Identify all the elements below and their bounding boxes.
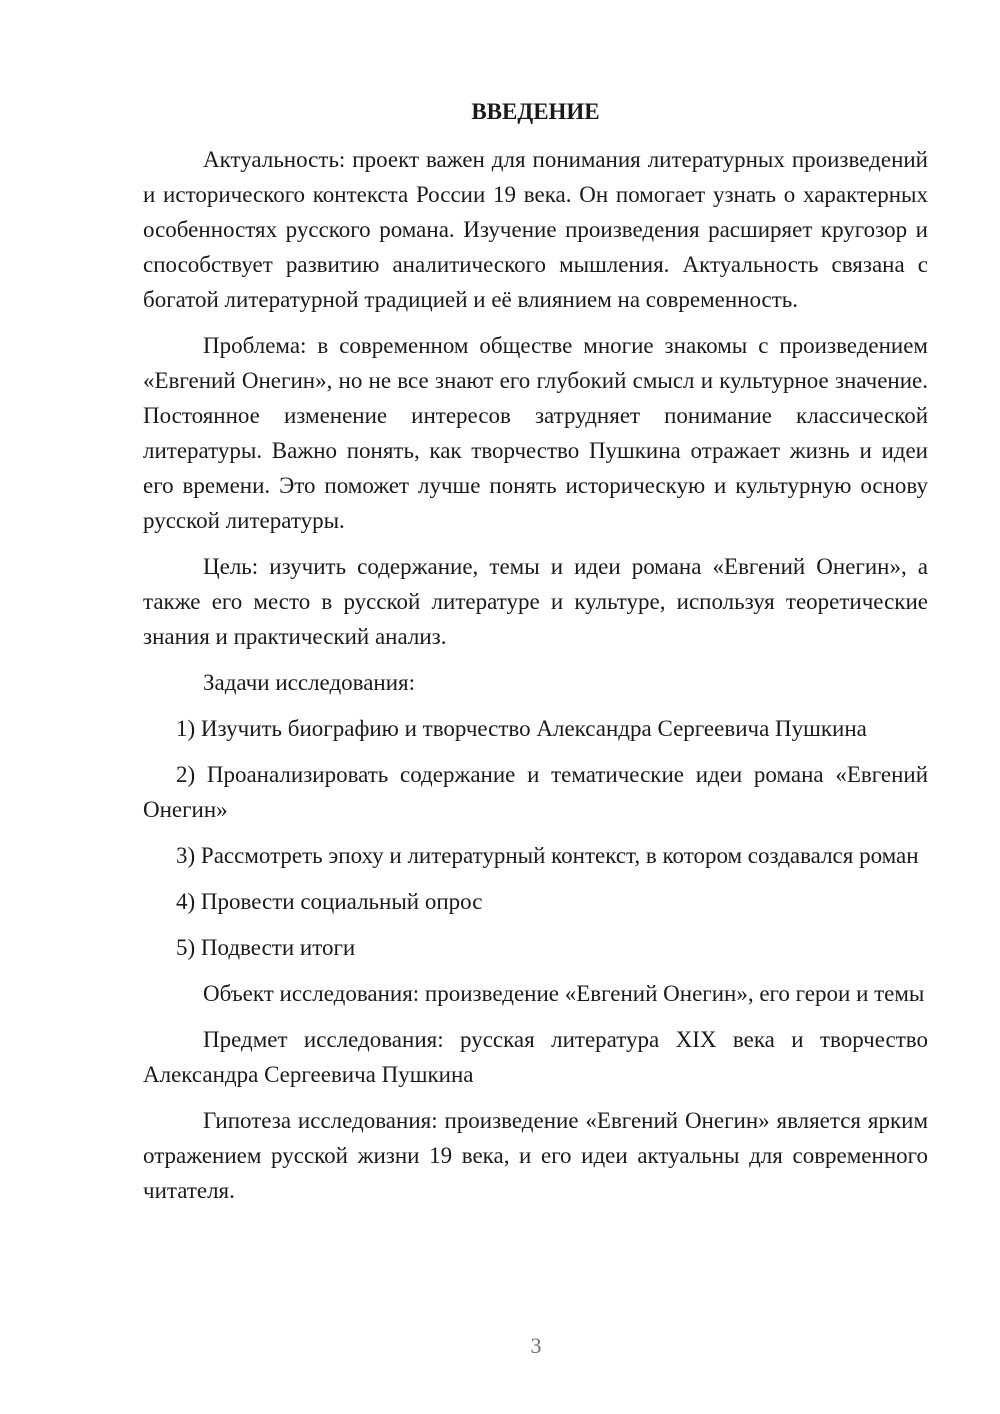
- paragraph-hypothesis: Гипотеза исследования: произведение «Евгений Онегин» является ярким отражением русской жизни 19 века, и его идеи актуальны для современного читателя.: [143, 1108, 928, 1203]
- task-item: 4) Провести социальный опрос: [176, 889, 483, 914]
- paragraph-relevance: Актуальность: проект важен для понимания литературных произведений и исторического контекста России 19 века. Он помогает узнать о характерных особенностях русского романа. Изучение произведения расширяет кругозор и способствует развитию аналитического мышления. Актуальность связана с богатой литературной традицией и её влиянием на современность.: [143, 147, 928, 312]
- task-item: 3) Рассмотреть эпоху и литературный контекст, в котором создавался роман: [176, 843, 919, 868]
- paragraph-tasks-heading: Задачи исследования:: [203, 670, 416, 695]
- page-content: [143, 94, 928, 1219]
- paragraph-problem: Проблема: в современном обществе многие знакомы с произведением «Евгений Онегин», но не все знают его глубокий смысл и культурное значение. Постоянное изменение интересов затрудняет понимание классической литературы. Важно понять, как творчество Пушкина отражает жизнь и идеи его времени. Это поможет лучше понять историческую и культурную основу русской литературы.: [143, 333, 928, 533]
- section-title: ВВЕДЕНИЕ: [471, 99, 600, 124]
- task-item: 5) Подвести итоги: [176, 935, 356, 960]
- paragraph-subject: Предмет исследования: русская литература XIX века и творчество Александра Сергеевича Пушкина: [143, 1027, 928, 1087]
- paragraph-goal: Цель: изучить содержание, темы и идеи романа «Евгений Онегин», а также его место в русской литературе и культуре, используя теоретические знания и практический анализ.: [143, 554, 928, 649]
- task-item: 1) Изучить биографию и творчество Александра Сергеевича Пушкина: [176, 716, 867, 741]
- paragraph-object: Объект исследования: произведение «Евгений Онегин», его герои и темы: [203, 981, 925, 1006]
- page-number: 3: [530, 1333, 542, 1358]
- task-item: 2) Проанализировать содержание и тематические идеи романа «Евгений Онегин»: [143, 762, 928, 822]
